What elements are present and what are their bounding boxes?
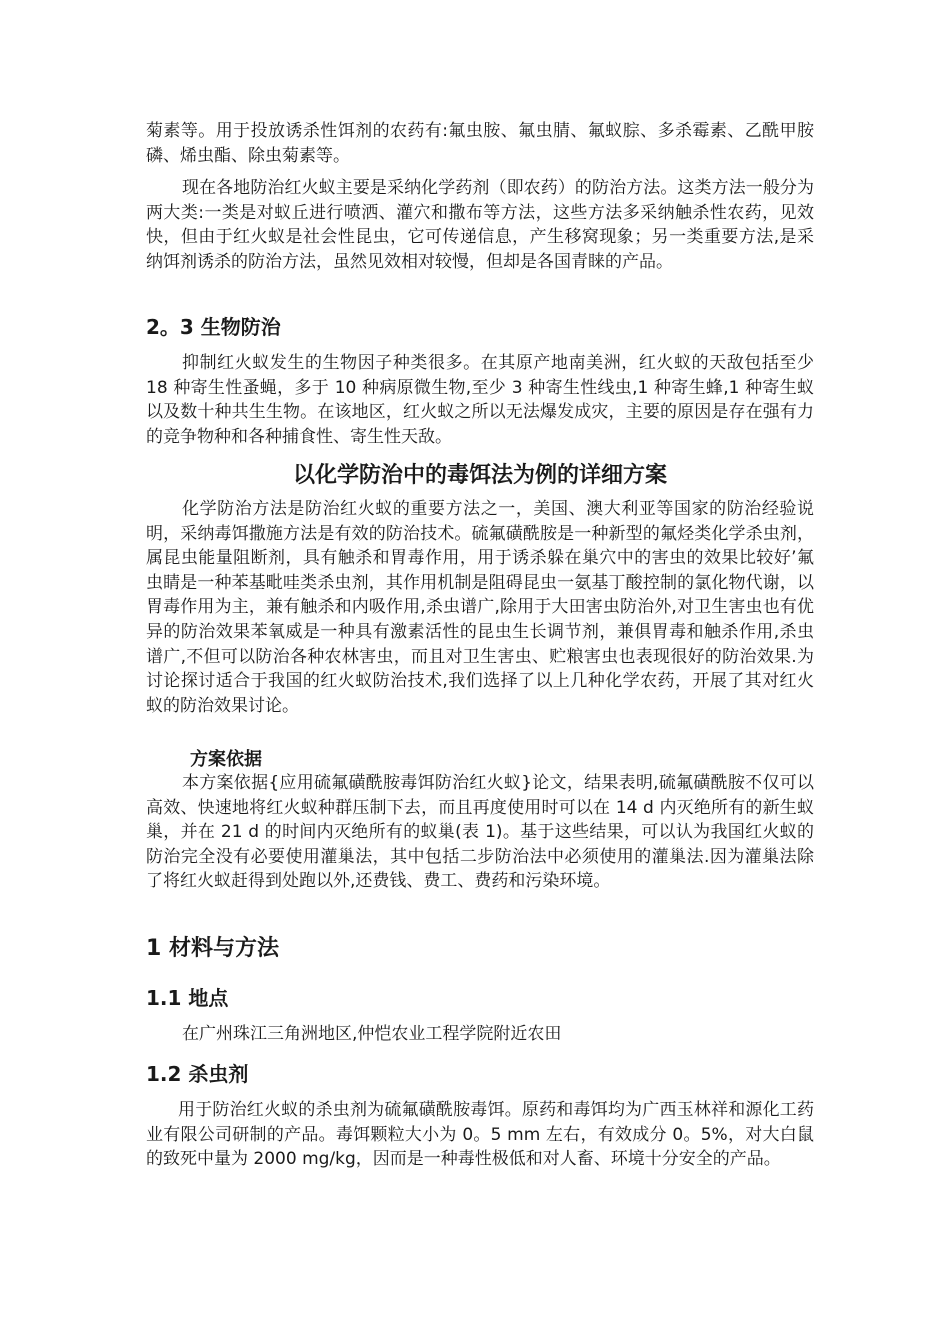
plan-title: 以化学防治中的毒饵法为例的详细方案 <box>292 463 667 488</box>
heading-plan-basis: 方案依据 <box>190 749 262 770</box>
chemical-paragraph-block <box>146 176 814 274</box>
pesticide-paragraph: 用于防治红火蚁的杀虫剂为硫氟磺酰胺毒饵。原药和毒饵均为广西玉林祥和源化工药业有限公司研制的产品。毒饵颗粒大小为 0。5 mm 左右，有效成分 0。5%，对大白鼠的致死中量为 2000 mg/kg，因而是一种毒性极低和对人畜、环境十分安全的产品。 <box>146 1100 814 1170</box>
plan-paragraph: 化学防治方法是防治红火蚁的重要方法之一，美国、澳大利亚等国家的防治经验说明，采纳毒饵撒施方法是有效的防治技术。硫氟磺酰胺是一种新型的氟烃类化学杀虫剂，属昆虫能量阻断剂，具有触杀和胃毒作用，用于诱杀躲在巢穴中的害虫的效果比较好’氟虫睛是一种苯基毗哇类杀虫剂，其作用机制是阻碍昆虫一氨基丁酸控制的氯化物代谢，以胃毒作用为主，兼有触杀和内吸作用,杀虫谱广,除用于大田害虫防治外,对卫生害虫也有优异的防治效果苯氧威是一种具有激素活性的昆虫生长调节剂，兼俱胃毒和触杀作用,杀虫谱广,不但可以防治各种农林害虫，而且对卫生害虫、贮粮害虫也表现很好的防治效果.为讨论探讨适合于我国的红火蚁防治技术,我们选择了以上几种化学农药，开展了其对红火蚁的防治效果讨论。 <box>146 499 814 716</box>
chemical-control-paragraph: 现在各地防治红火蚁主要是采纳化学药剂（即农药）的防治方法。这类方法一般分为两大类:一类是对蚁丘进行喷洒、灌穴和撒布等方法，这些方法多采纳触杀性农药，见效快，但由于红火蚁是社会性昆虫，它可传递信息，产生移窝现象；另一类重要方法,是采纳饵剂诱杀的防治方法，虽然见效相对较慢，但却是各国青睐的产品。 <box>146 178 814 272</box>
heading-pesticide: 1.2 杀虫剂 <box>146 1062 249 1086</box>
biological-control-paragraph: 抑制红火蚁发生的生物因子种类很多。在其原产地南美洲，红火蚁的天敌包括至少 18 种寄生性蚤蝇，多于 10 种病原微生物,至少 3 种寄生性线虫,1 种寄生蜂,1 种寄生蚁以及数十种共生生物。在该地区，红火蚁之所以无法爆发成灾，主要的原因是存在强有力的竞争物种和各种捕食性、寄生性天敌。 <box>146 353 814 447</box>
location-paragraph: 在广州珠江三角洲地区,仲恺农业工程学院附近农田 <box>182 1024 562 1044</box>
intro-paragraph: 菊素等。用于投放诱杀性饵剂的农药有:氟虫胺、氟虫腈、氟蚁腙、多杀霉素、乙酰甲胺磷、烯虫酯、除虫菊素等。 <box>146 121 814 166</box>
intro-paragraph-block <box>146 119 814 168</box>
basis-paragraph-block <box>146 771 814 894</box>
pesticide-paragraph-block <box>146 1098 814 1172</box>
plan-basis-paragraph: 本方案依据{应用硫氟磺酰胺毒饵防治红火蚁}论文，结果表明,硫氟磺酰胺不仅可以高效、快速地将红火蚁种群压制下去，而且再度使用时可以在 14 d 内灭绝所有的新生蚁巢，并在 21 d 的时间内灭绝所有的蚁巢(表 1)。基于这些结果，可以认为我国红火蚁的防治完全没有必要使用灌巢法，其中包括二步防治法中必须使用的灌巢法.因为灌巢法除了将红火蚁赶得到处跑以外,还费钱、费工、费药和污染环境。 <box>146 773 814 892</box>
heading-biological-control: 2。3 生物防治 <box>146 315 281 339</box>
heading-location: 1.1 地点 <box>146 986 229 1010</box>
plan-paragraph-block <box>146 497 814 718</box>
location-paragraph-block <box>146 1022 814 1047</box>
heading-materials-methods: 1 材料与方法 <box>146 936 279 961</box>
bio-paragraph-block <box>146 351 814 449</box>
